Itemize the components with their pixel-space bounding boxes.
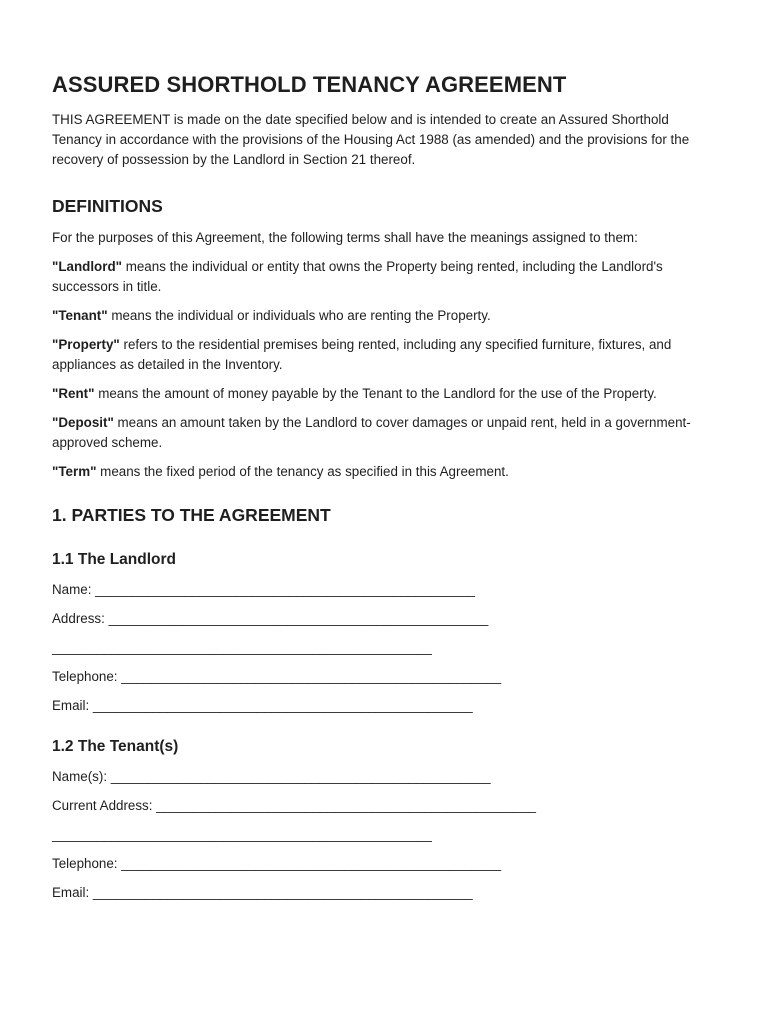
tenant-address-line2: ___________________________________________________ <box>52 827 432 842</box>
landlord-heading: 1.1 The Landlord <box>52 551 177 568</box>
definition-term-item <box>52 462 722 482</box>
definition-text: means the amount of money payable by the Tenant to the Landlord for the use of the Property. <box>94 386 657 401</box>
tenant-address-field: Current Address: ___________________________________________________ <box>52 798 537 813</box>
document-title: ASSURED SHORTHOLD TENANCY AGREEMENT <box>52 72 567 97</box>
definitions-heading: DEFINITIONS <box>52 196 163 216</box>
tenant-email-field: Email: ___________________________________________________ <box>52 885 473 900</box>
definition-text: means an amount taken by the Landlord to cover damages or unpaid rent, held in a government-approved scheme. <box>52 415 691 450</box>
definition-landlord <box>52 257 722 297</box>
definition-text: means the individual or entity that owns the Property being rented, including the Landlord's successors in title. <box>52 259 663 294</box>
definition-deposit <box>52 413 722 453</box>
tenant-heading: 1.2 The Tenant(s) <box>52 738 179 755</box>
definitions-lead: For the purposes of this Agreement, the following terms shall have the meanings assigned to them: <box>52 230 638 245</box>
definition-term: "Tenant" <box>52 308 108 323</box>
definition-term: "Deposit" <box>52 415 114 430</box>
document-page <box>52 72 722 903</box>
landlord-telephone-field: Telephone: ___________________________________________________ <box>52 669 502 684</box>
definition-property <box>52 335 722 375</box>
landlord-name-field: Name: ___________________________________________________ <box>52 582 475 597</box>
definition-text: means the individual or individuals who are renting the Property. <box>107 308 491 323</box>
parties-heading: 1. PARTIES TO THE AGREEMENT <box>52 505 331 525</box>
definition-tenant <box>52 306 722 326</box>
intro-paragraph: THIS AGREEMENT is made on the date specified below and is intended to create an Assured Shorthold Tenancy in accordance with the provisions of the Housing Act 1988 (as amended) and the provisions for the recovery of possession by the Landlord in Section 21 thereof. <box>52 112 690 167</box>
definition-term: "Property" <box>52 337 120 352</box>
definition-rent <box>52 384 722 404</box>
definition-term: "Rent" <box>52 386 95 401</box>
landlord-address-field: Address: ___________________________________________________ <box>52 611 489 626</box>
definition-text: refers to the residential premises being rented, including any specified furniture, fixtures, and appliances as detailed in the Inventory. <box>52 337 672 372</box>
tenant-name-field: Name(s): ___________________________________________________ <box>52 769 491 784</box>
landlord-email-field: Email: ___________________________________________________ <box>52 698 473 713</box>
definition-term: "Landlord" <box>52 259 122 274</box>
landlord-address-line2: ___________________________________________________ <box>52 640 432 655</box>
definition-text: means the fixed period of the tenancy as specified in this Agreement. <box>96 464 509 479</box>
definition-term: "Term" <box>52 464 97 479</box>
tenant-telephone-field: Telephone: ___________________________________________________ <box>52 856 502 871</box>
